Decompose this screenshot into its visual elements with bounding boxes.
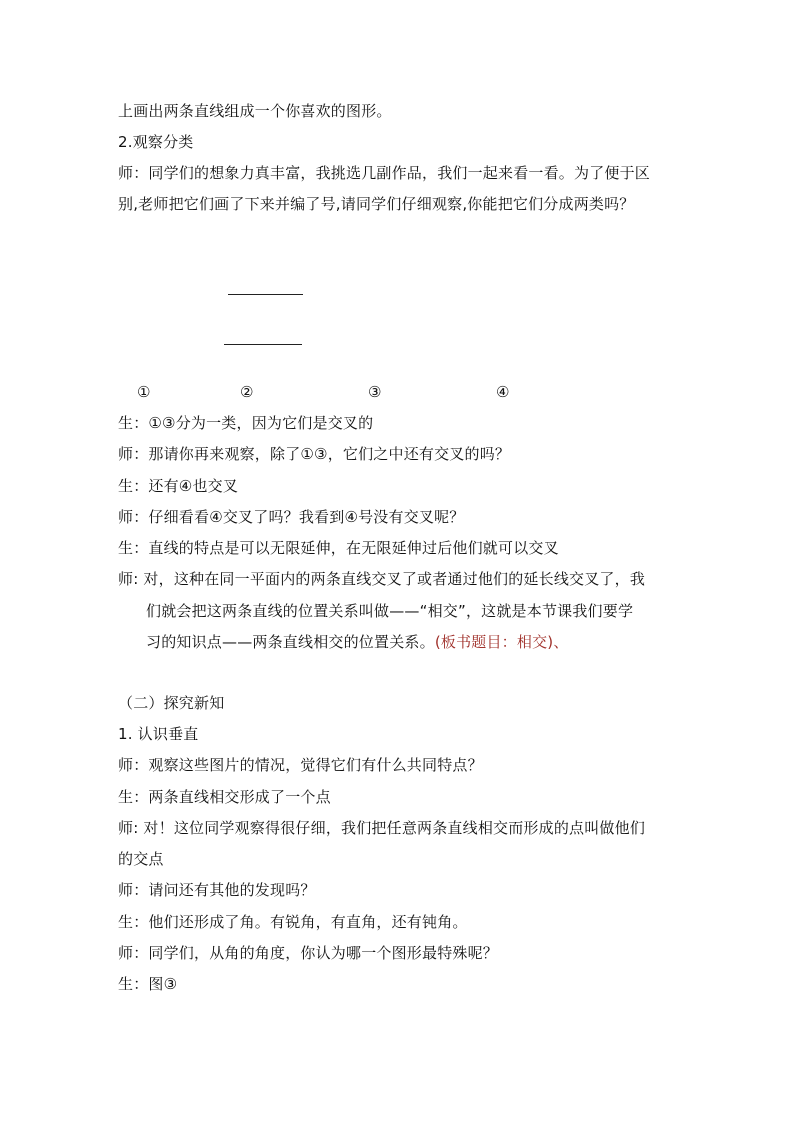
dialogue-line: 生：图③ xyxy=(118,975,178,993)
paragraph-line: 上画出两条直线组成一个你喜欢的图形。 xyxy=(118,102,392,120)
figure-label-1: ① xyxy=(137,383,151,401)
dialogue-line: 生：他们还形成了角。有锐角，有直角，还有钝角。 xyxy=(118,913,468,931)
parallel-line-bottom xyxy=(224,344,302,345)
dialogue-line: 的交点 xyxy=(118,850,164,868)
subsection-title: 1. 认识垂直 xyxy=(118,725,199,743)
dialogue-line: 师：观察这些图片的情况，觉得它们有什么共同特点？ xyxy=(118,756,483,774)
figure-label-4: ④ xyxy=(496,383,510,401)
figure-label-3: ③ xyxy=(368,383,382,401)
dialogue-line: 生：还有④也交叉 xyxy=(118,477,239,495)
dialogue-line: 师：那请你再来观察，除了①③，它们之中还有交叉的吗？ xyxy=(118,445,511,463)
dialogue-text: 习的知识点——两条直线相交的位置关系。 xyxy=(146,633,435,651)
parallel-line-top xyxy=(228,294,303,295)
dialogue-line-continued: 们就会把这两条直线的位置关系叫做——“相交”，这就是本节课我们要学 xyxy=(146,602,634,620)
dialogue-line: 生：直线的特点是可以无限延伸，在无限延伸过后他们就可以交叉 xyxy=(118,539,559,557)
dialogue-line: 师：同学们，从角的角度，你认为哪一个图形最特殊呢？ xyxy=(118,944,499,962)
dialogue-line: 生：①③分为一类，因为它们是交叉的 xyxy=(118,414,374,432)
paragraph-line: 2.观察分类 xyxy=(118,133,194,151)
paragraph-line: 师：同学们的想象力真丰富，我挑选几副作品，我们一起来看一看。为了便于区 xyxy=(118,164,651,182)
board-title-note: (板书题目：相交)、 xyxy=(434,633,569,651)
figure-label-2: ② xyxy=(240,383,254,401)
section-title: （二）探究新知 xyxy=(118,694,225,712)
dialogue-line: 生：两条直线相交形成了一个点 xyxy=(118,788,331,806)
dialogue-line: 师：请问还有其他的发现吗？ xyxy=(118,881,316,899)
dialogue-line: 师：仔细看看④交叉了吗？我看到④号没有交叉呢？ xyxy=(118,508,465,526)
paragraph-line: 别,老师把它们画了下来并编了号,请同学们仔细观察,你能把它们分成两类吗？ xyxy=(118,195,635,213)
dialogue-line-continued xyxy=(146,632,569,652)
dialogue-line: 师: 对！这位同学观察得很仔细，我们把任意两条直线相交而形成的点叫做他们 xyxy=(118,819,646,837)
dialogue-line: 师: 对，这种在同一平面内的两条直线交叉了或者通过他们的延长线交叉了，我 xyxy=(118,570,646,588)
